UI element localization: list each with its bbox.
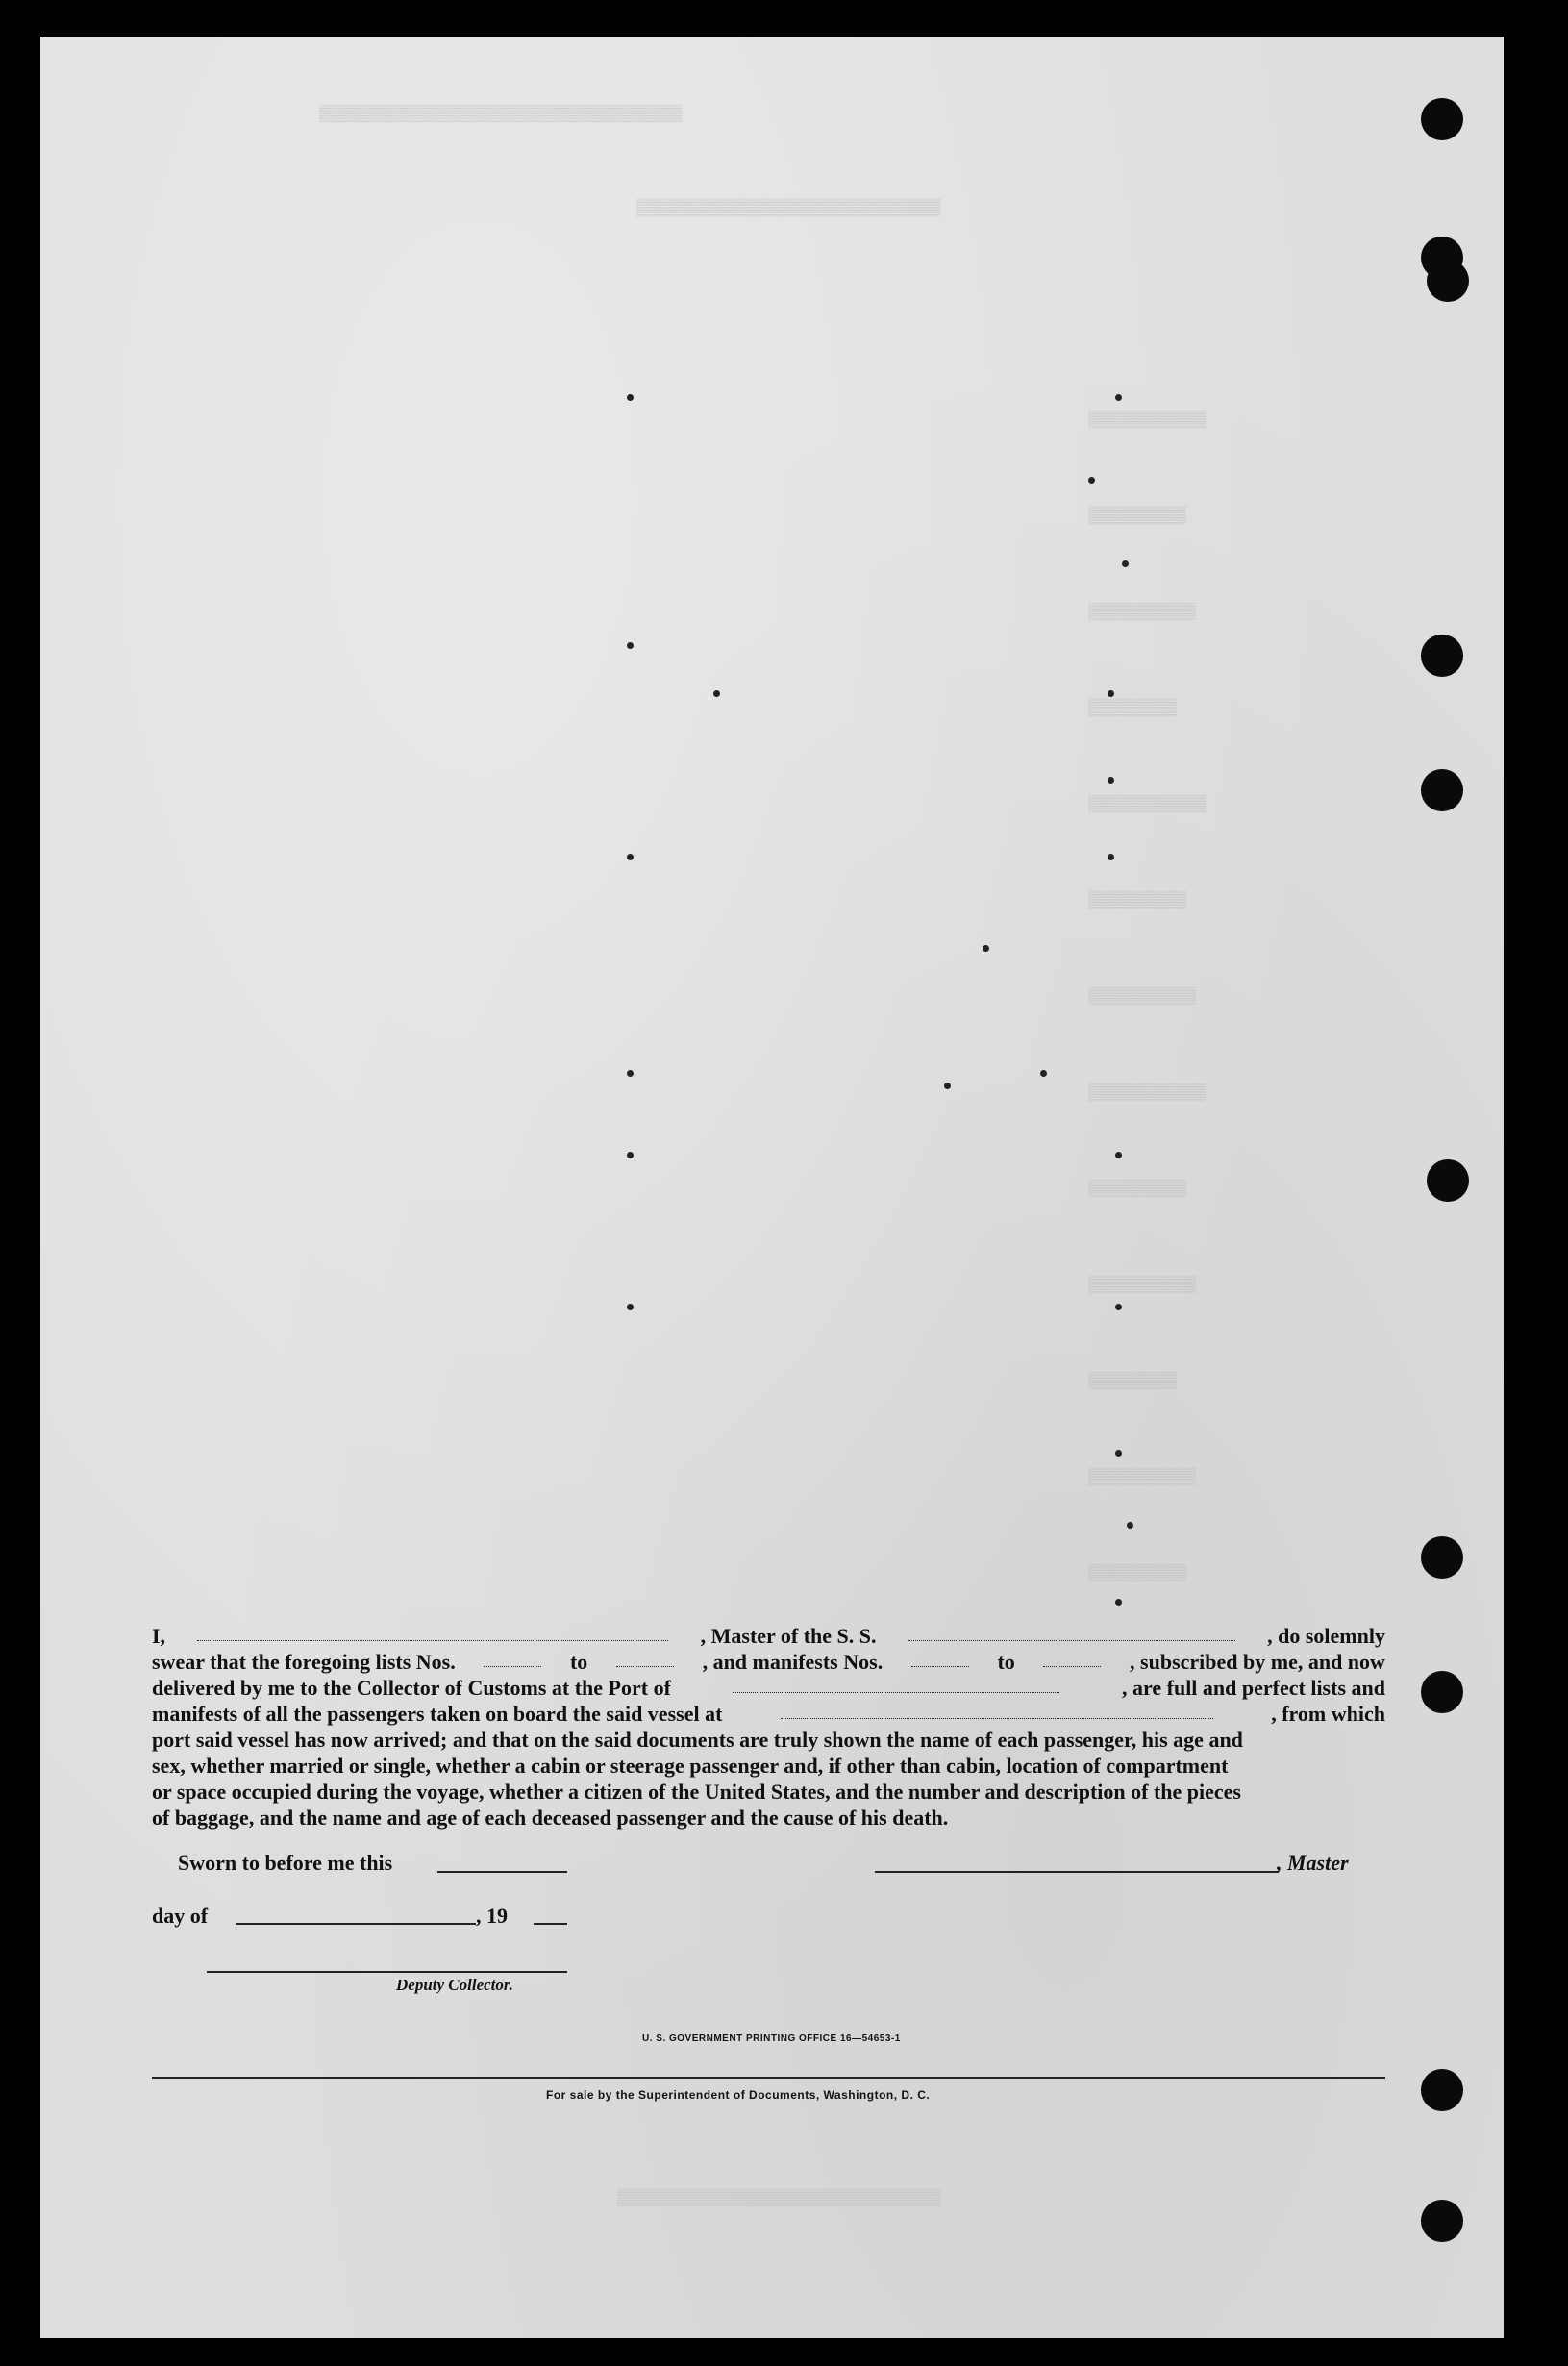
ink-speck (1108, 777, 1114, 784)
oath-line-8 (152, 1805, 1385, 1831)
oath-line-1 (152, 1623, 1385, 1649)
master-label: , Master (1277, 1851, 1349, 1875)
ink-speck (713, 690, 720, 697)
oath-line-2 (152, 1649, 1385, 1675)
list-to-blank (616, 1649, 674, 1667)
bleed-through-column: ▒▒▒▒▒▒▒▒▒▒▒▒ (1088, 1084, 1207, 1103)
oath-text: , from which (1271, 1702, 1385, 1726)
oath-text: , subscribed by me, and now (1130, 1650, 1385, 1674)
bleed-through-column: ▒▒▒▒▒▒▒▒▒▒ (1088, 1565, 1187, 1583)
oath-text: to (569, 1650, 588, 1674)
oath-text: of baggage, and the name and age of each deceased passenger and the cause of his death. (152, 1806, 949, 1830)
ship-name-blank (908, 1623, 1235, 1641)
punch-hole (1427, 260, 1469, 302)
sworn-label: Sworn to before me this (178, 1851, 393, 1875)
for-sale-imprint: For sale by the Superintendent of Documents, Washington, D. C. (546, 2088, 931, 2102)
punch-hole (1427, 1159, 1469, 1202)
deputy-collector-label: Deputy Collector. (396, 1976, 513, 1994)
ink-speck (1040, 1070, 1047, 1077)
oath-line-4 (152, 1701, 1385, 1727)
punch-hole (1421, 769, 1463, 811)
bleed-through-column: ▒▒▒▒▒▒▒▒▒▒ (1088, 892, 1187, 910)
ink-speck (1088, 477, 1095, 484)
oath-text: , Master of the S. S. (700, 1624, 877, 1648)
punch-hole (1421, 98, 1463, 140)
oath-text: to (997, 1650, 1015, 1674)
year-label: , 19 (476, 1904, 508, 1928)
bleed-through-column: ▒▒▒▒▒▒▒▒▒▒ (1088, 1181, 1187, 1199)
master-name-blank (197, 1623, 668, 1641)
document-page (40, 37, 1504, 2338)
ink-speck (944, 1083, 951, 1089)
embarkation-port-blank (781, 1701, 1213, 1719)
oath-line-7 (152, 1779, 1385, 1805)
ink-speck (983, 945, 989, 952)
bleed-through-footer: ▒▒▒▒▒▒▒▒▒▒▒▒▒▒▒▒▒▒▒▒▒▒▒▒▒▒▒▒▒▒▒▒▒ (617, 2190, 941, 2208)
ink-speck (627, 1070, 634, 1077)
oath-text: , are full and perfect lists and (1122, 1676, 1385, 1700)
ink-speck (627, 854, 634, 860)
oath-text: swear that the foregoing lists Nos. (152, 1650, 456, 1674)
ink-speck (1115, 1450, 1122, 1457)
bleed-through-column: ▒▒▒▒▒▒▒▒▒▒▒ (1088, 1277, 1197, 1295)
ink-speck (1108, 854, 1114, 860)
punch-hole (1421, 2200, 1463, 2242)
ink-speck (1127, 1522, 1133, 1529)
bleed-through-column: ▒▒▒▒▒▒▒▒▒ (1088, 1373, 1177, 1391)
oath-text: , do solemnly (1267, 1624, 1385, 1648)
bleed-through-column: ▒▒▒▒▒▒▒▒▒▒ (1088, 508, 1187, 526)
ink-speck (1122, 560, 1129, 567)
bleed-through-column: ▒▒▒▒▒▒▒▒▒▒▒▒ (1088, 796, 1207, 814)
punch-hole (1421, 635, 1463, 677)
deputy-signature-line (207, 1971, 567, 1973)
oath-paragraph (152, 1623, 1385, 1831)
oath-text: or space occupied during the voyage, whether a citizen of the United States, and the number and description of the pieces (152, 1780, 1241, 1804)
footer-rule (152, 2077, 1385, 2079)
manifest-to-blank (1043, 1649, 1101, 1667)
bleed-through-column: ▒▒▒▒▒▒▒▒▒▒▒▒ (1088, 411, 1207, 430)
month-line (236, 1923, 476, 1925)
oath-text: , and manifests Nos. (702, 1650, 884, 1674)
ink-speck (1108, 690, 1114, 697)
ink-speck (627, 1304, 634, 1310)
punch-hole (1421, 1536, 1463, 1579)
bleed-through-column: ▒▒▒▒▒▒▒▒▒▒▒ (1088, 988, 1197, 1007)
oath-line-3 (152, 1675, 1385, 1701)
ink-speck (627, 642, 634, 649)
bleed-through-column: ▒▒▒▒▒▒▒▒▒▒▒ (1088, 604, 1197, 622)
port-blank (733, 1675, 1059, 1693)
bleed-through-column: ▒▒▒▒▒▒▒▒▒ (1088, 700, 1177, 718)
year-line (534, 1923, 567, 1925)
punch-hole (1421, 2069, 1463, 2111)
oath-text: I, (152, 1624, 166, 1648)
oath-line-6 (152, 1753, 1385, 1779)
master-signature-line (875, 1871, 1279, 1873)
manifest-from-blank (911, 1649, 969, 1667)
oath-text: sex, whether married or single, whether a cabin or steerage passenger and, if other than cabin, location of compartment (152, 1754, 1229, 1778)
ink-speck (1115, 1599, 1122, 1606)
oath-text: delivered by me to the Collector of Customs at the Port of (152, 1676, 671, 1700)
list-from-blank (484, 1649, 541, 1667)
oath-line-5 (152, 1727, 1385, 1753)
ink-speck (1115, 1152, 1122, 1158)
ink-speck (627, 394, 634, 401)
printing-office-imprint: U. S. GOVERNMENT PRINTING OFFICE 16—54653-1 (642, 2033, 901, 2044)
sworn-date-line (437, 1871, 567, 1873)
bleed-through-column: ▒▒▒▒▒▒▒▒▒▒▒ (1088, 1469, 1197, 1487)
oath-text: manifests of all the passengers taken on board the said vessel at (152, 1702, 723, 1726)
bleed-through-header: ▒▒▒▒▒▒▒▒▒▒▒▒▒▒▒▒▒▒▒▒▒▒▒▒▒▒▒▒▒▒▒▒▒▒▒▒▒ (319, 106, 683, 124)
oath-text: port said vessel has now arrived; and that on the said documents are truly shown the name of each passenger, his age and (152, 1728, 1243, 1752)
punch-hole (1421, 1671, 1463, 1713)
ink-speck (1115, 394, 1122, 401)
ink-speck (627, 1152, 634, 1158)
bleed-through-line: ▒▒▒▒▒▒▒▒▒▒▒▒▒▒▒▒▒▒▒▒▒▒▒▒▒▒▒▒▒▒▒ (636, 200, 941, 218)
day-of-label: day of (152, 1904, 209, 1928)
ink-speck (1115, 1304, 1122, 1310)
